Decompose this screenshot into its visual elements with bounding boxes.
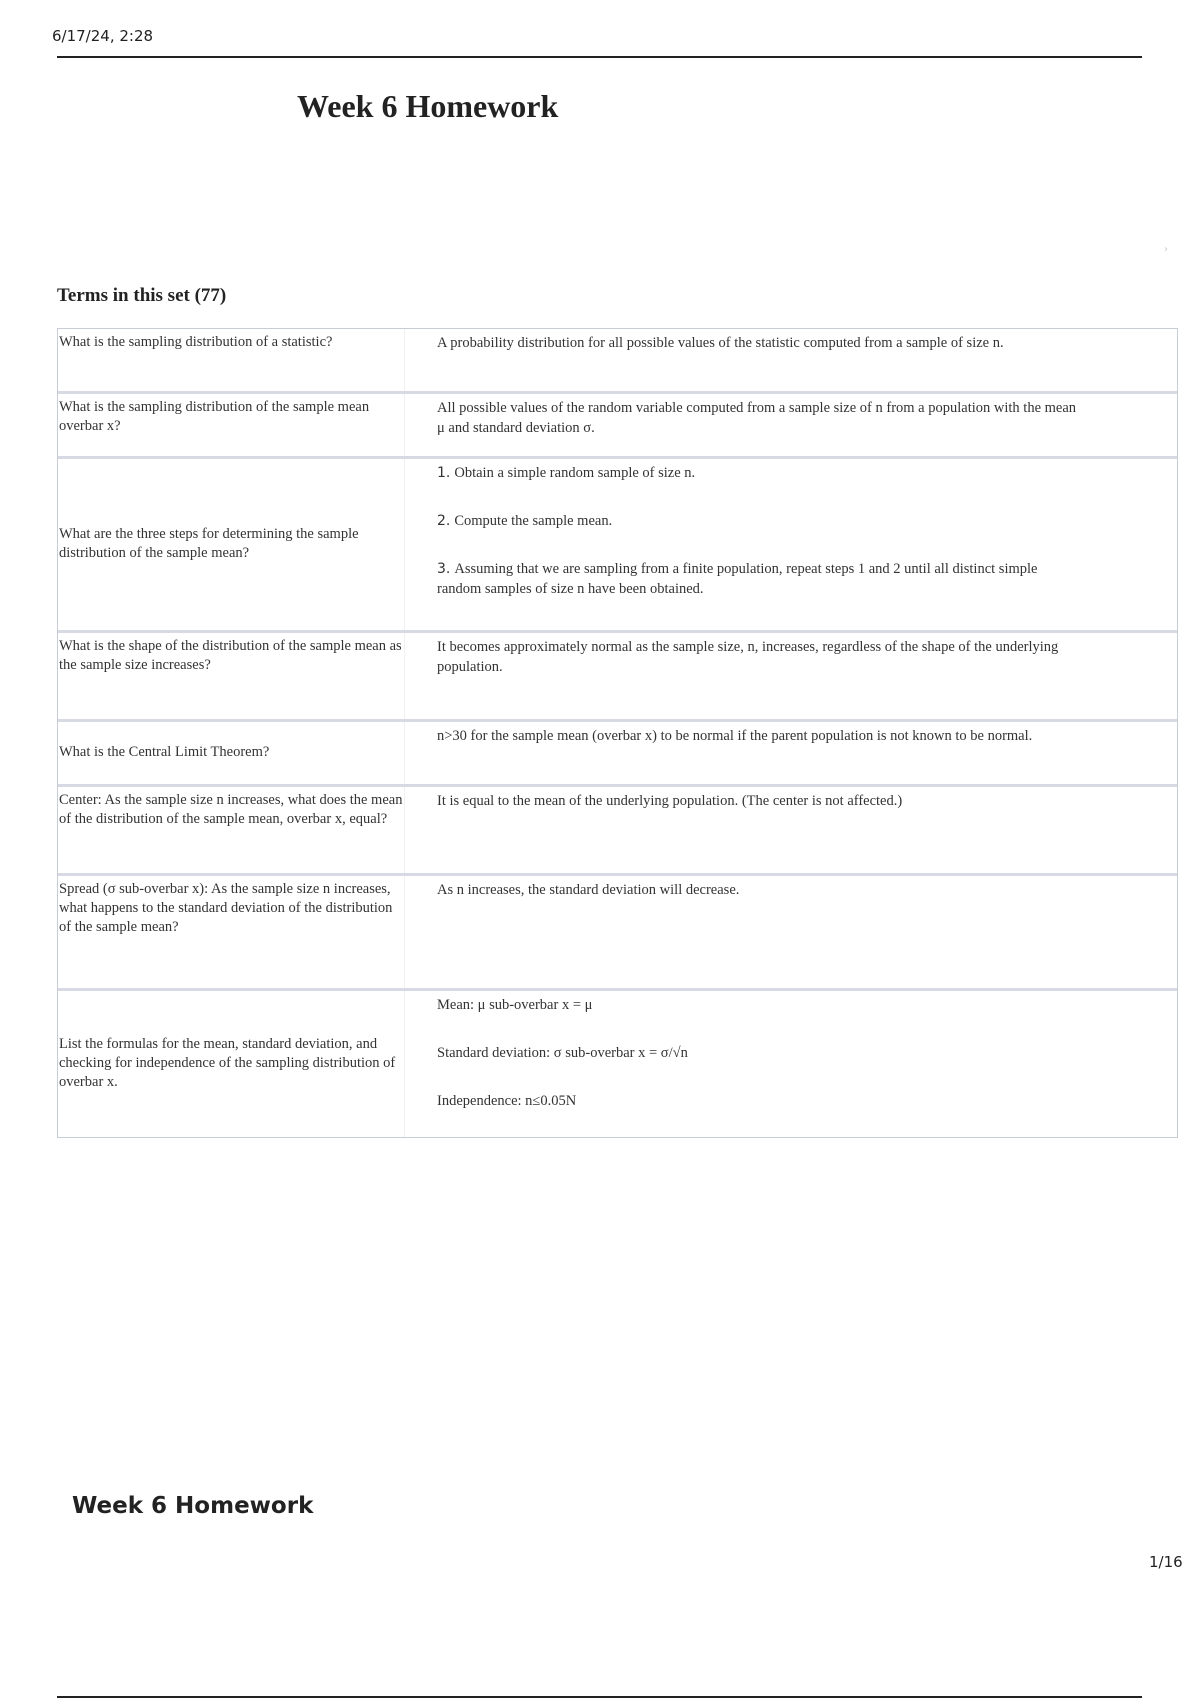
- term-text: What is the Central Limit Theorem?: [58, 722, 405, 784]
- term-row: [58, 329, 1177, 394]
- term-text: Spread (σ sub-overbar x): As the sample size n increases, what happens to the standard deviation of the distribution of the sample mean?: [58, 876, 405, 988]
- definition-text: As n increases, the standard deviation will decrease.: [437, 882, 740, 898]
- term-text: What are the three steps for determining the sample distribution of the sample mean?: [58, 459, 405, 630]
- formula-mean: Mean: μ sub-overbar x = μ: [437, 997, 593, 1013]
- footer-divider: [57, 1696, 1142, 1698]
- definition-cell: [405, 329, 1177, 391]
- formula-standard-deviation: Standard deviation: σ sub-overbar x = σ/√n: [437, 1045, 688, 1061]
- faint-chevron-mark: ›: [1164, 244, 1168, 255]
- step-number: 2.: [437, 513, 451, 529]
- definition-cell: [405, 787, 1177, 873]
- definition-text: A probability distribution for all possible values of the statistic computed from a sample of size n.: [437, 335, 1004, 351]
- term-row: [58, 876, 1177, 991]
- definition-cell: [405, 876, 1177, 988]
- page-title: Week 6 Homework: [297, 88, 559, 124]
- step-item: [437, 559, 1077, 599]
- term-text: What is the sampling distribution of a statistic?: [58, 329, 405, 391]
- term-row: [58, 633, 1177, 722]
- definition-cell: [405, 394, 1177, 456]
- definition-text: It is equal to the mean of the underlying population. (The center is not affected.): [437, 793, 903, 809]
- term-row: [58, 459, 1177, 633]
- definition-cell: [405, 991, 1177, 1137]
- term-text: What is the shape of the distribution of the sample mean as the sample size increases?: [58, 633, 405, 719]
- formula-independence: Independence: n≤0.05N: [437, 1093, 577, 1109]
- terms-table: [57, 328, 1178, 1138]
- definition-cell: [405, 633, 1177, 719]
- print-timestamp: 6/17/24, 2:28: [52, 27, 154, 45]
- definition-text: All possible values of the random variable computed from a sample size of n from a population with the mean μ and standard deviation σ.: [437, 400, 1077, 436]
- step-text: Compute the sample mean.: [454, 513, 613, 529]
- term-row: [58, 722, 1177, 787]
- term-row: [58, 991, 1177, 1137]
- definition-text: It becomes approximately normal as the sample size, n, increases, regardless of the shape of the underlying population.: [437, 639, 1059, 675]
- page-number: 1/16: [1149, 1553, 1183, 1571]
- step-item: [437, 463, 1077, 483]
- definition-cell: [405, 722, 1177, 784]
- definition-text: n>30 for the sample mean (overbar x) to be normal if the parent population is not known to be normal.: [437, 728, 1033, 744]
- step-item: [437, 511, 1077, 531]
- term-row: [58, 787, 1177, 876]
- term-text: Center: As the sample size n increases, what does the mean of the distribution of the sample mean, overbar x, equal?: [58, 787, 405, 873]
- footer-title: Week 6 Homework: [72, 1493, 314, 1519]
- header-divider: [57, 56, 1142, 58]
- definition-cell: [405, 459, 1177, 630]
- terms-count-heading: Terms in this set (77): [57, 285, 227, 306]
- step-text: Assuming that we are sampling from a finite population, repeat steps 1 and 2 until all distinct simple random samples of size n have been obtained.: [437, 561, 1038, 597]
- step-number: 3.: [437, 561, 451, 577]
- term-text: What is the sampling distribution of the sample mean overbar x?: [58, 394, 405, 456]
- step-text: Obtain a simple random sample of size n.: [454, 465, 696, 481]
- step-number: 1.: [437, 465, 451, 481]
- term-text: List the formulas for the mean, standard deviation, and checking for independence of the sampling distribution of overbar x.: [58, 991, 405, 1137]
- term-row: [58, 394, 1177, 459]
